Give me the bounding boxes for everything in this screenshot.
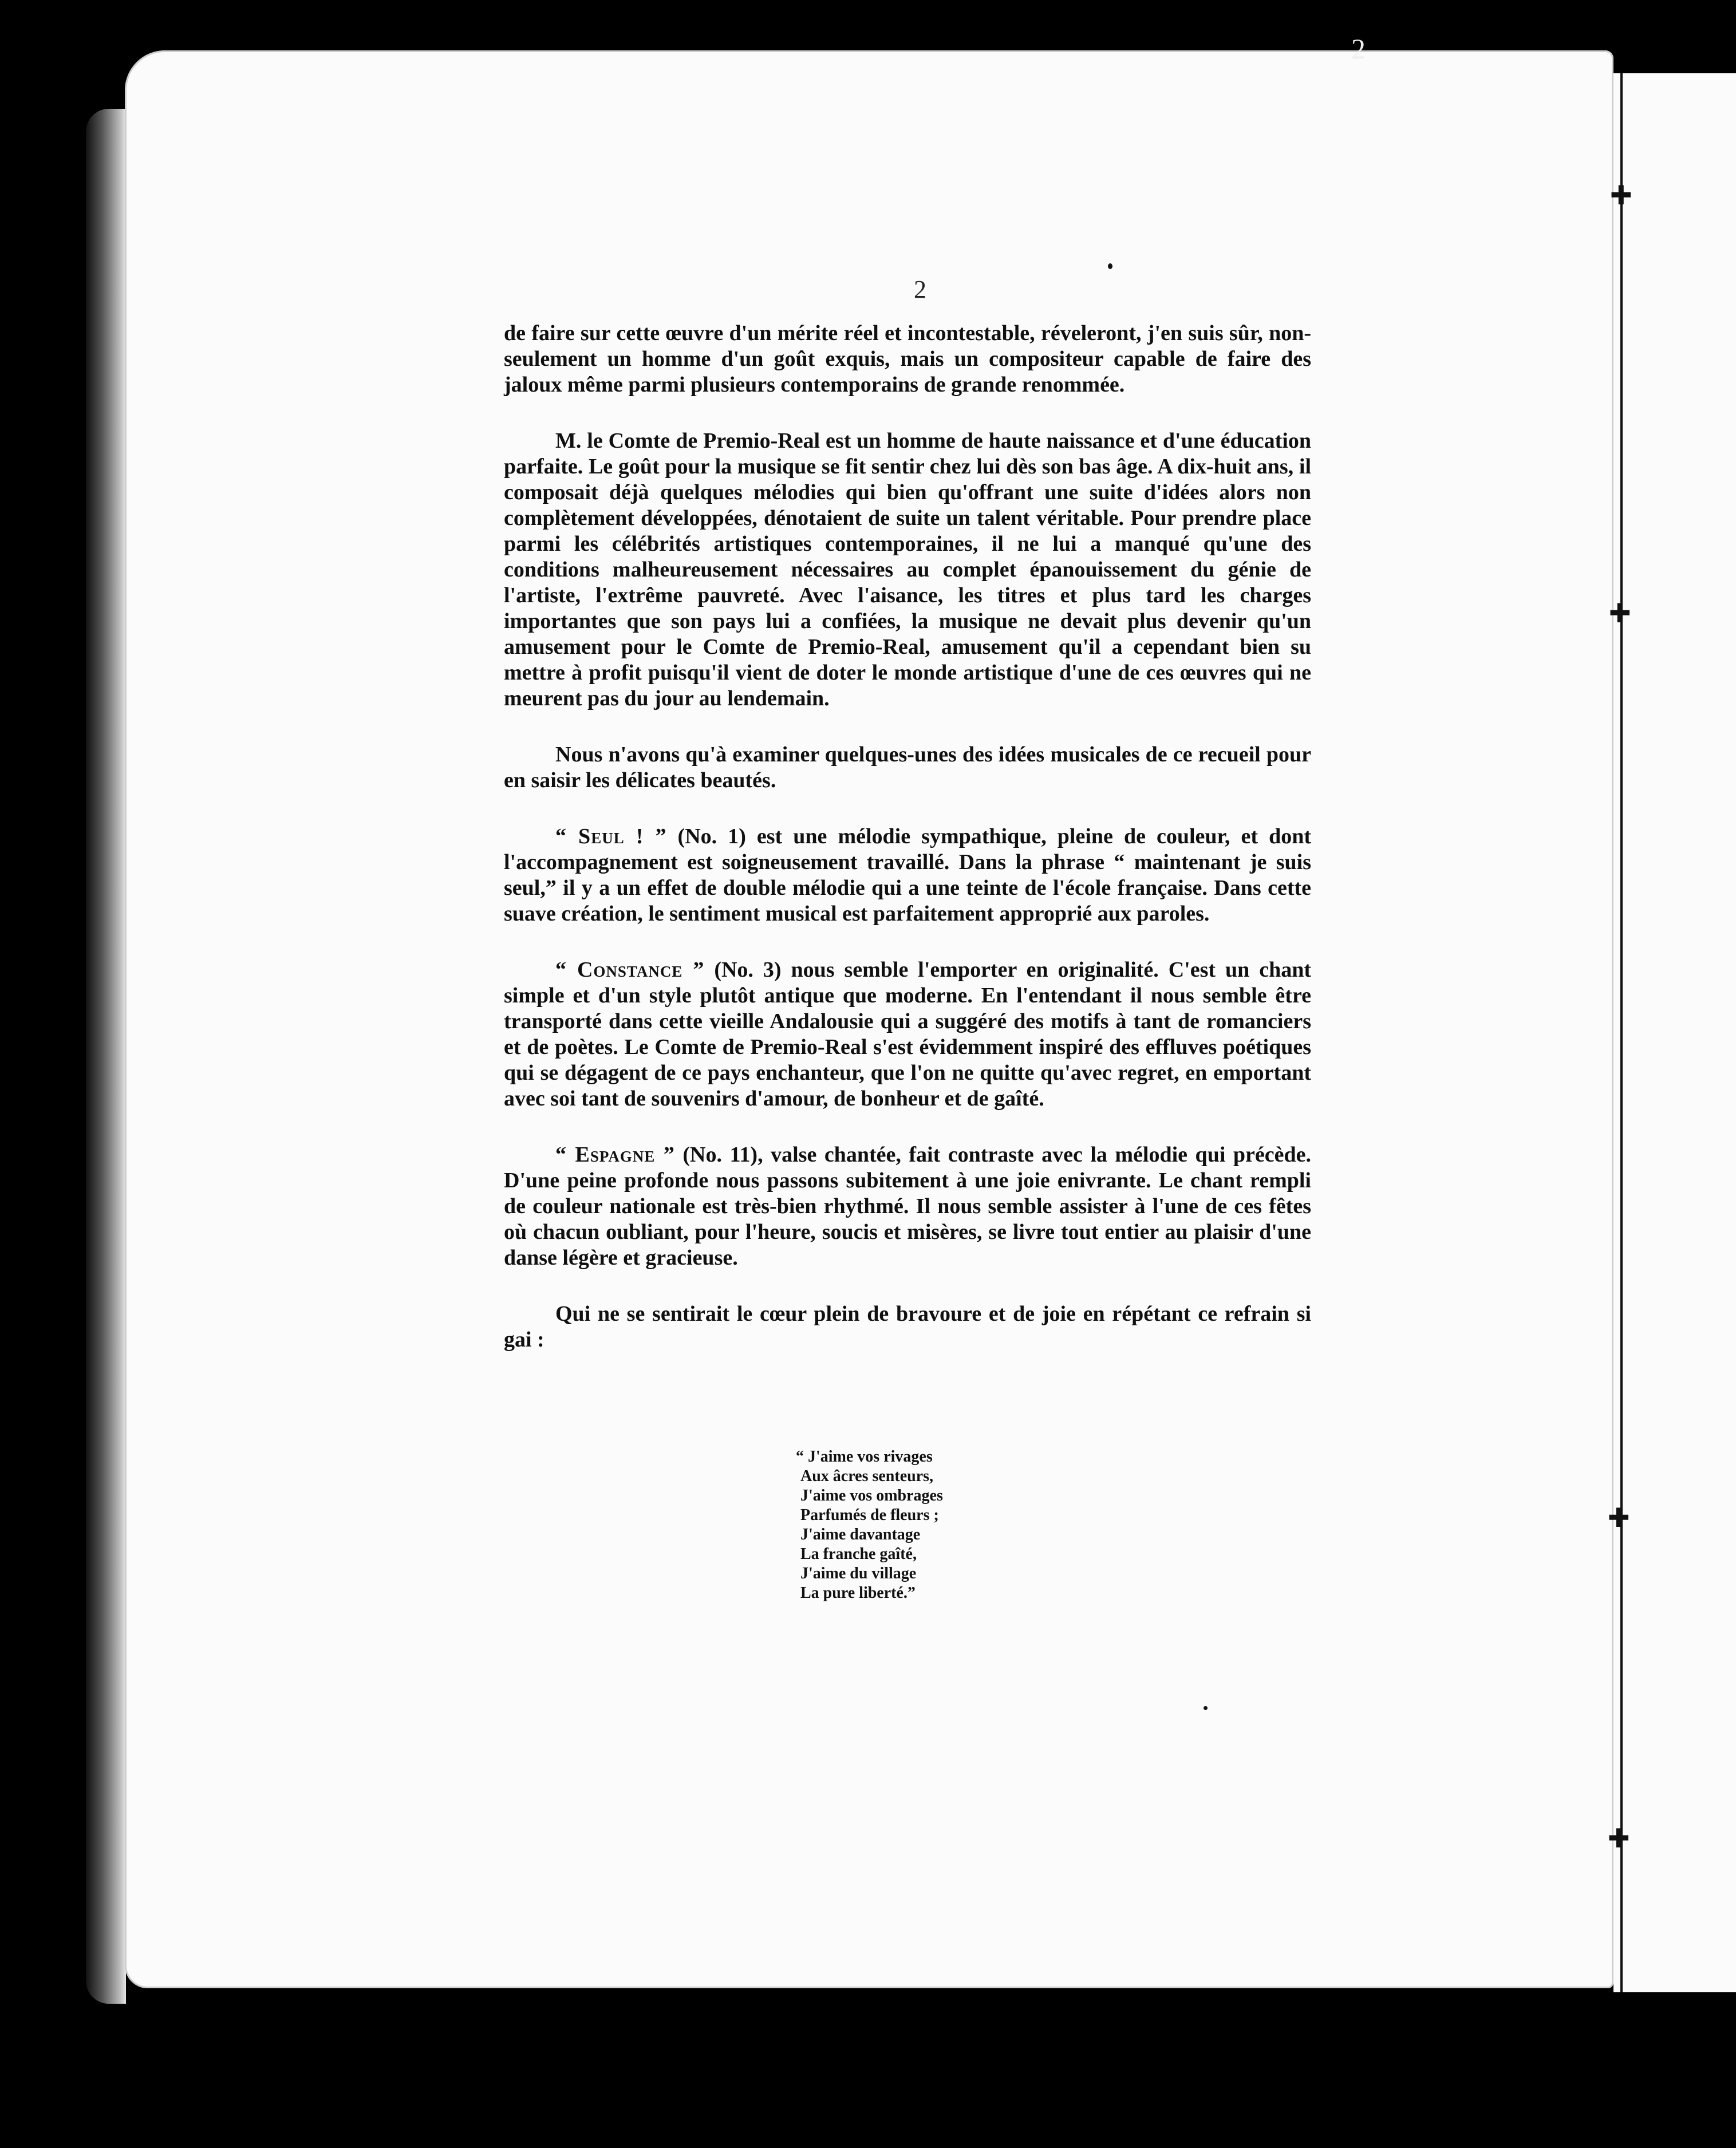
binding-mark-icon: ✚ bbox=[1608, 1502, 1630, 1533]
poem-line: “ J'aime vos rivages bbox=[796, 1448, 933, 1466]
paragraph-espagne bbox=[504, 1142, 1311, 1271]
paragraph-examine: Nous n'avons qu'à examiner quelques-unes des idées musicales de ce recueil pour en saisir les délicates beautés. bbox=[504, 743, 1311, 792]
poem-line: J'aime davantage bbox=[800, 1526, 921, 1543]
poem-refrain bbox=[796, 1447, 943, 1603]
page-number: 2 bbox=[914, 275, 926, 303]
song-title-seul: “ Seul ! ” bbox=[555, 824, 667, 848]
paragraph-seul bbox=[504, 824, 1311, 927]
poem-line: J'aime du village bbox=[800, 1565, 917, 1582]
adjacent-page bbox=[1608, 73, 1736, 1992]
speck bbox=[1204, 1706, 1208, 1710]
poem-line: La franche gaîté, bbox=[800, 1545, 917, 1563]
corner-page-number: 2 bbox=[1351, 33, 1366, 65]
body-text bbox=[504, 321, 1311, 1383]
book-binding bbox=[86, 109, 126, 2004]
poem-line: Aux âcres senteurs, bbox=[800, 1467, 934, 1485]
poem-line: J'aime vos ombrages bbox=[800, 1487, 943, 1505]
paragraph-biography: M. le Comte de Premio-Real est un homme de haute naissance et d'une éducation parfaite. Le goût pour la musique se fit sentir chez lui dès son bas âge. A dix-huit ans, il composait déjà quelques mélodies qui bien qu'offrant une suite d'idées alors non complètement développées, dénotaient de suite un talent véritable. Pour prendre place parmi les célébrités artistiques contemporaines, il ne lui a manqué qu'une des conditions malheureusement nécessaires au complet épanouissement du génie de l'artiste, l'extrême pauvreté. Avec l'aisance, les titres et plus tard les charges importantes que son pays lui a confiées, la musique ne devait plus devenir qu'un amusement pour le Comte de Premio-Real, amusement qu'il a cependant bien su mettre à profit puisqu'il vient de doter le monde artistique d'une de ces œuvres qui ne meurent pas du jour au lendemain. bbox=[504, 429, 1311, 710]
paragraph-constance bbox=[504, 957, 1311, 1112]
binding-mark-icon: ✚ bbox=[1608, 1823, 1630, 1854]
poem-line: Parfumés de fleurs ; bbox=[800, 1506, 939, 1524]
paragraph-seul-text: (No. 1) est une mélodie sympathique, pleine de couleur, et dont l'accompagnement est soigneusement travaillé. Dans la phrase “ maintenant je suis seul,” il y a un effet de double mélodie qui a une teinte de l'école française. Dans cette suave création, le sentiment musical est parfaitement approprié aux paroles. bbox=[504, 824, 1311, 926]
song-title-espagne: “ Espagne ” bbox=[555, 1143, 675, 1167]
binding-mark-icon: ✚ bbox=[1610, 180, 1632, 211]
speck bbox=[1108, 263, 1112, 269]
paragraph-intro: de faire sur cette œuvre d'un mérite réel et incontestable, réveleront, j'en suis sûr, non-seulement un homme d'un goût exquis, mais un compositeur capable de faire des jaloux même parmi plusieurs contemporains de grande renommée. bbox=[504, 321, 1311, 397]
song-title-constance: “ Constance ” bbox=[555, 958, 705, 982]
binding-mark-icon: ✚ bbox=[1609, 598, 1631, 629]
paragraph-espagne-text: (No. 11), valse chantée, fait contraste avec la mélodie qui précède. D'une peine profonde nous passons subitement à une joie enivrante. Le chant rempli de couleur nationale est très-bien rhythmé. Il nous semble assister à l'une de ces fêtes où chacun oubliant, pour l'heure, soucis et misères, se livre tout entier au plaisir d'une danse légère et gracieuse. bbox=[504, 1143, 1311, 1270]
poem-line: La pure liberté.” bbox=[800, 1584, 916, 1602]
paragraph-closing: Qui ne se sentirait le cœur plein de bravoure et de joie en répétant ce refrain si gai : bbox=[504, 1302, 1311, 1352]
page-spine-line bbox=[1620, 73, 1623, 1992]
paragraph-constance-text: (No. 3) nous semble l'emporter en originalité. C'est un chant simple et d'un style plutôt antique que moderne. En l'entendant il nous semble être transporté dans cette vieille Andalousie qui a suggéré des motifs à tant de romanciers et de poètes. Le Comte de Premio-Real s'est évidemment inspiré des effluves poétiques qui se dégagent de ce pays enchanteur, que l'on ne quitte qu'avec regret, en emportant avec soi tant de souvenirs d'amour, de bonheur et de gaîté. bbox=[504, 958, 1312, 1111]
